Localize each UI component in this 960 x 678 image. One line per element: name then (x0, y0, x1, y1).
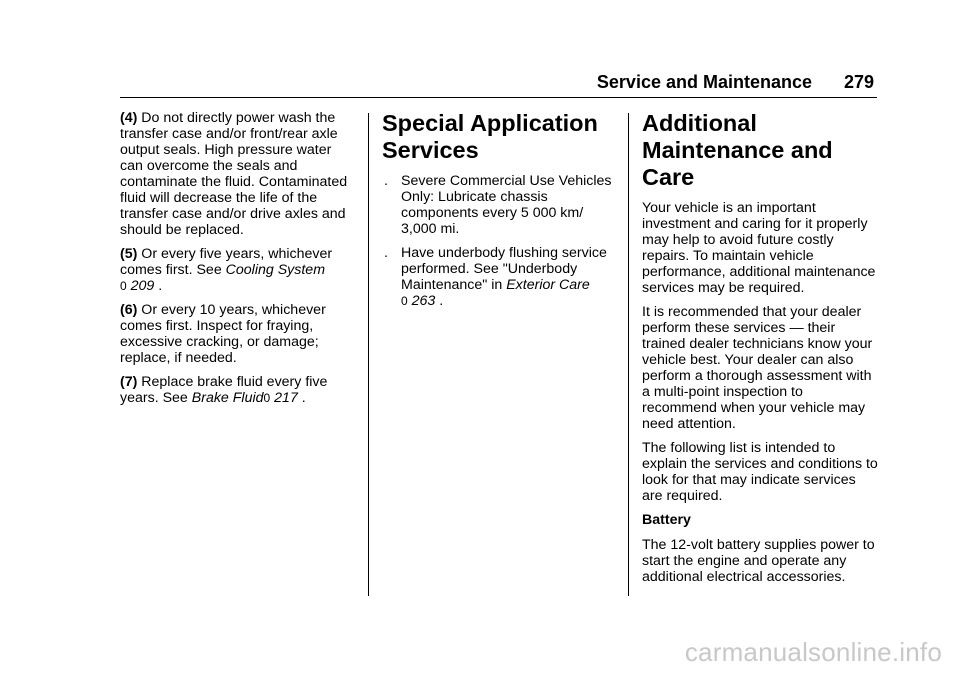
list-item-text: Have underbody flushing service performed. See "Underbody Maintenance" in (401, 245, 607, 293)
section-title: Service and Maintenance (596, 72, 812, 92)
bullet-icon: . (384, 173, 388, 189)
page-ref-number[interactable]: 209 (130, 278, 155, 294)
column-divider-2 (628, 113, 629, 596)
cross-reference-link[interactable]: Brake Fluid (191, 390, 264, 406)
list-item (382, 173, 618, 237)
bullet-icon: . (384, 245, 388, 261)
note-text: Do not directly power wash the transfer case and/or front/rear axle output seals. High pressure water can overcome the seals and contaminate the fluid. Contaminated fluid will decrease the life of the transfer case and/or drive axles and should be replaced. (120, 110, 348, 238)
paragraph: It is recommended that your dealer perform these services — their trained dealer technicians know your vehicle best. Your dealer can also perform a thorough assessment with a multi-point inspection to recommend when your vehicle may need attention. (642, 304, 873, 432)
header-rule (120, 97, 877, 98)
note-number: (7) (120, 374, 138, 390)
page-ref-number[interactable]: 263 (411, 293, 436, 309)
note-text: Or every five years, whichever comes first. See (120, 246, 333, 278)
paragraph: The 12-volt battery supplies power to start the engine and operate any additional electrical accessories. (642, 537, 875, 585)
note-6 (120, 302, 356, 366)
page-ref-arrow-icon: 0 (401, 294, 408, 308)
column-divider-1 (368, 113, 369, 596)
page-number: 279 (843, 72, 874, 92)
paragraph: The following list is intended to explain the services and conditions to look for that may indicate services are required. (642, 440, 878, 504)
note-number: (4) (120, 110, 138, 126)
column-1 (120, 110, 356, 414)
list-item-end: . (435, 293, 444, 309)
subheading-battery: Battery (642, 512, 691, 528)
note-end: . (297, 390, 306, 406)
page-ref-number[interactable]: 217 (274, 390, 298, 406)
note-text: Replace brake fluid every five years. See (120, 374, 328, 406)
watermark: carmanualsonline.info (684, 637, 942, 667)
note-7 (120, 374, 356, 406)
list-item-text: Severe Commercial Use Vehicles Only: Lubricate chassis components every 5 000 km/ 3,000 mi. (401, 173, 612, 237)
note-number: (5) (120, 246, 138, 262)
note-end: . (154, 278, 163, 294)
column-2 (382, 110, 618, 317)
cross-reference-link[interactable]: Cooling System (225, 262, 326, 278)
section-heading: Special Application Services (382, 110, 598, 163)
note-text: Or every 10 years, whichever comes first. Inspect for fraying, excessive cracking, or damage; replace, if needed. (120, 302, 326, 366)
page-ref-arrow-icon: 0 (120, 279, 127, 293)
section-heading: Additional Maintenance and Care (642, 110, 833, 190)
note-4 (120, 110, 356, 238)
column-3 (642, 110, 878, 593)
list-item (382, 245, 618, 309)
cross-reference-link[interactable]: Exterior Care (506, 277, 590, 293)
note-5 (120, 246, 356, 294)
note-number: (6) (120, 302, 138, 318)
page-ref-arrow-icon: 0 (263, 391, 271, 405)
paragraph: Your vehicle is an important investment and caring for it properly may help to avoid future costly repairs. To maintain vehicle performance, additional maintenance services may be required. (642, 200, 876, 296)
page-header (580, 72, 878, 96)
